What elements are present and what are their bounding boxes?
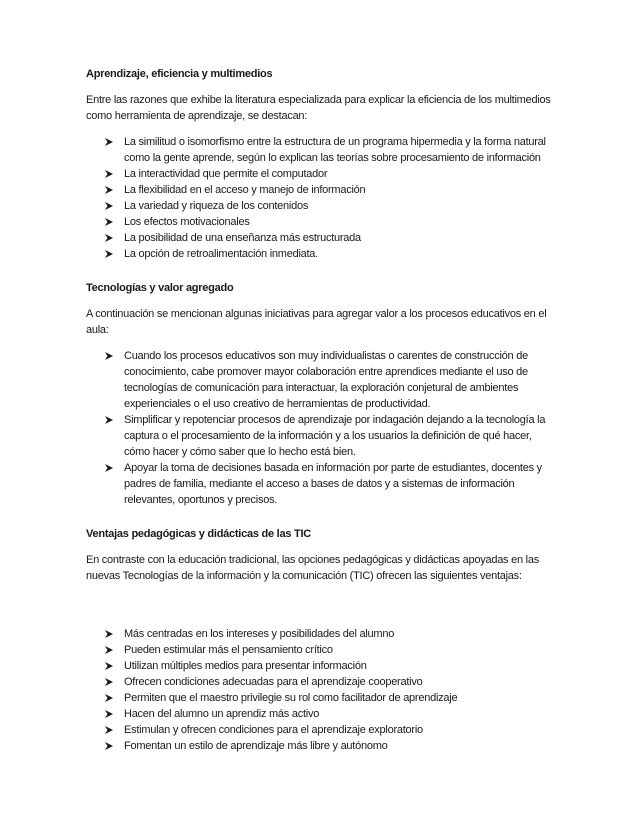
section-heading-tecnologias: Tecnologías y valor agregado xyxy=(86,282,234,294)
list-item-text: Cuando los procesos educativos son muy individualistas o carentes de construcción de conocimiento, cabe promover mayor colaboración entre aprendices mediante el uso de tecnologías de comunicación para interactuar, la exploración conjetural de ambientes experienciales o el uso creativo de herramientas de productividad. xyxy=(124,350,528,410)
section-heading-aprendizaje: Aprendizaje, eficiencia y multimedios xyxy=(86,68,273,80)
list-item xyxy=(124,658,556,674)
list-item xyxy=(124,642,556,658)
section-intro-aprendizaje: Entre las razones que exhibe la literatura especializada para explicar la eficiencia de los multimedios como herramienta de aprendizaje, se destacan: xyxy=(86,94,551,122)
list-item-text: La interactividad que permite el computador xyxy=(124,168,328,180)
arrow-bullet-icon xyxy=(104,645,114,655)
list-item-text: La opción de retroalimentación inmediata. xyxy=(124,248,318,260)
arrow-bullet-icon xyxy=(104,415,114,425)
list-item xyxy=(124,134,556,166)
arrow-bullet-icon xyxy=(104,709,114,719)
arrow-bullet-icon xyxy=(104,169,114,179)
list-item xyxy=(124,348,556,412)
list-item xyxy=(124,198,556,214)
list-item-text: Ofrecen condiciones adecuadas para el aprendizaje cooperativo xyxy=(124,676,423,688)
list-item-text: Permiten que el maestro privilegie su rol como facilitador de aprendizaje xyxy=(124,692,458,704)
list-item xyxy=(124,166,556,182)
list-item xyxy=(124,460,556,508)
arrow-bullet-icon xyxy=(104,661,114,671)
bullet-list-aprendizaje xyxy=(86,134,556,262)
bullet-list-ventajas xyxy=(86,626,556,754)
list-item-text: La flexibilidad en el acceso y manejo de información xyxy=(124,184,366,196)
list-item-text: La posibilidad de una enseñanza más estructurada xyxy=(124,232,361,244)
list-item xyxy=(124,690,556,706)
arrow-bullet-icon xyxy=(104,233,114,243)
list-item xyxy=(124,246,556,262)
list-item-text: La similitud o isomorfismo entre la estructura de un programa hipermedia y la forma natural como la gente aprende, según lo explican las teorías sobre procesamiento de información xyxy=(124,136,546,164)
list-item xyxy=(124,706,556,722)
arrow-bullet-icon xyxy=(104,677,114,687)
list-item-text: Estimulan y ofrecen condiciones para el aprendizaje exploratorio xyxy=(124,724,423,736)
list-item-text: Los efectos motivacionales xyxy=(124,216,250,228)
list-item xyxy=(124,738,556,754)
section-heading-ventajas: Ventajas pedagógicas y didácticas de las TIC xyxy=(86,528,311,540)
arrow-bullet-icon xyxy=(104,137,114,147)
arrow-bullet-icon xyxy=(104,351,114,361)
section-intro-ventajas: En contraste con la educación tradicional, las opciones pedagógicas y didácticas apoyadas en las nuevas Tecnologías de la información y la comunicación (TIC) ofrecen las siguientes ventajas: xyxy=(86,554,539,582)
list-item xyxy=(124,182,556,198)
list-item-text: Utilizan múltiples medios para presentar información xyxy=(124,660,367,672)
arrow-bullet-icon xyxy=(104,185,114,195)
list-item xyxy=(124,214,556,230)
arrow-bullet-icon xyxy=(104,741,114,751)
bullet-list-tecnologias xyxy=(86,348,556,508)
list-item-text: Apoyar la toma de decisiones basada en información por parte de estudiantes, docentes y padres de familia, mediante el acceso a bases de datos y a sistemas de información relevantes, oportunos y precisos. xyxy=(124,462,542,506)
list-item-text: Fomentan un estilo de aprendizaje más libre y autónomo xyxy=(124,740,388,752)
list-item-text: Más centradas en los intereses y posibilidades del alumno xyxy=(124,628,395,640)
arrow-bullet-icon xyxy=(104,629,114,639)
list-item xyxy=(124,674,556,690)
list-item-text: Simplificar y repotenciar procesos de aprendizaje por indagación dejando a la tecnología la captura o el procesamiento de la información y a los usuarios la definición de qué hacer, cómo hacer y cómo saber que lo hecho está bien. xyxy=(124,414,546,458)
list-item xyxy=(124,412,556,460)
list-item-text: Hacen del alumno un aprendiz más activo xyxy=(124,708,320,720)
list-item-text: La variedad y riqueza de los contenidos xyxy=(124,200,309,212)
arrow-bullet-icon xyxy=(104,693,114,703)
arrow-bullet-icon xyxy=(104,201,114,211)
document-content xyxy=(86,66,556,754)
arrow-bullet-icon xyxy=(104,217,114,227)
arrow-bullet-icon xyxy=(104,725,114,735)
list-item xyxy=(124,626,556,642)
list-item xyxy=(124,230,556,246)
list-item xyxy=(124,722,556,738)
arrow-bullet-icon xyxy=(104,463,114,473)
list-item-text: Pueden estimular más el pensamiento crítico xyxy=(124,644,333,656)
arrow-bullet-icon xyxy=(104,249,114,259)
section-intro-tecnologias: A continuación se mencionan algunas iniciativas para agregar valor a los procesos educativos en el aula: xyxy=(86,308,547,336)
